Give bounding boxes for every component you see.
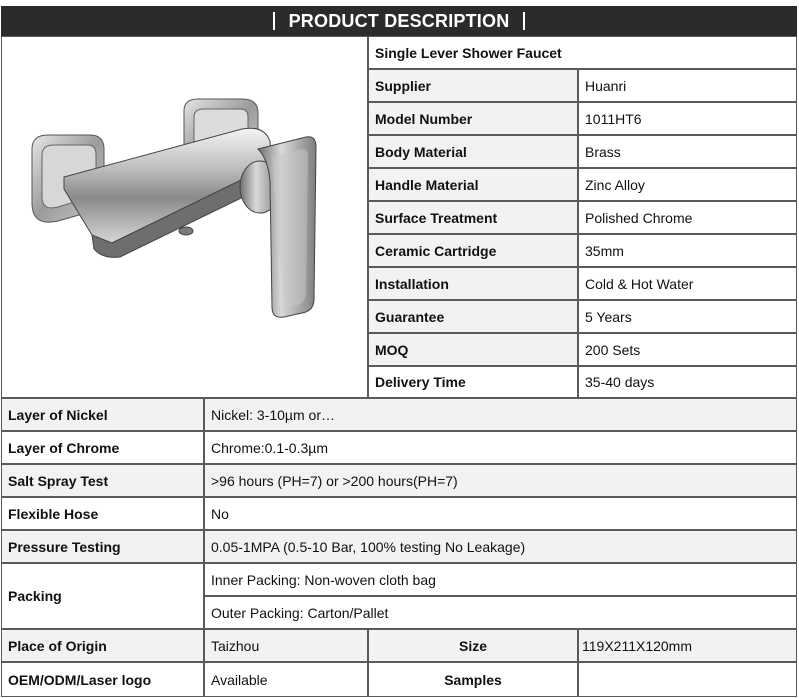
detail-label-flexible-hose: Flexible Hose	[1, 497, 204, 530]
spec-value-ceramic-cartridge: 35mm	[578, 234, 797, 267]
detail-label-packing: Packing	[1, 563, 204, 629]
detail-label-oem: OEM/ODM/Laser logo	[1, 662, 204, 697]
spec-value-surface-treatment: Polished Chrome	[578, 201, 797, 234]
header-divider-right	[523, 12, 525, 30]
header-title: PRODUCT DESCRIPTION	[288, 10, 510, 31]
detail-value-outer-packing: Outer Packing: Carton/Pallet	[204, 596, 797, 629]
product-image	[1, 36, 368, 398]
spec-label-guarantee: Guarantee	[368, 300, 578, 333]
detail-value-pressure: 0.05-1MPA (0.5-10 Bar, 100% testing No Leakage)	[204, 530, 797, 563]
detail-value-size: 119X211X120mm	[578, 629, 797, 662]
detail-label-chrome: Layer of Chrome	[1, 431, 204, 464]
detail-value-samples	[578, 662, 797, 697]
spec-label-surface-treatment: Surface Treatment	[368, 201, 578, 234]
detail-value-salt-spray: >96 hours (PH=7) or >200 hours(PH=7)	[204, 464, 797, 497]
detail-value-oem: Available	[204, 662, 368, 697]
detail-value-origin: Taizhou	[204, 629, 368, 662]
faucet-illustration	[2, 37, 367, 397]
detail-value-flexible-hose: No	[204, 497, 797, 530]
spec-value-moq: 200 Sets	[578, 333, 797, 366]
spec-label-moq: MOQ	[368, 333, 578, 366]
section-header	[1, 6, 797, 36]
spec-label-ceramic-cartridge: Ceramic Cartridge	[368, 234, 578, 267]
spec-value-body-material: Brass	[578, 135, 797, 168]
spec-value-model-number: 1011HT6	[578, 102, 797, 135]
detail-value-inner-packing: Inner Packing: Non-woven cloth bag	[204, 563, 797, 596]
spec-label-handle-material: Handle Material	[368, 168, 578, 201]
spec-value-guarantee: 5 Years	[578, 300, 797, 333]
spec-value-delivery-time: 35-40 days	[578, 366, 797, 398]
spec-label-body-material: Body Material	[368, 135, 578, 168]
detail-label-pressure: Pressure Testing	[1, 530, 204, 563]
spec-label-supplier: Supplier	[368, 69, 578, 102]
detail-label-origin: Place of Origin	[1, 629, 204, 662]
product-name: Single Lever Shower Faucet	[368, 36, 797, 69]
detail-label-salt-spray: Salt Spray Test	[1, 464, 204, 497]
spec-value-supplier: Huanri	[578, 69, 797, 102]
detail-label-nickel: Layer of Nickel	[1, 398, 204, 431]
spec-value-handle-material: Zinc Alloy	[578, 168, 797, 201]
detail-label-size: Size	[368, 629, 578, 662]
header-divider-left	[273, 12, 275, 30]
spec-label-model-number: Model Number	[368, 102, 578, 135]
spec-label-delivery-time: Delivery Time	[368, 366, 578, 398]
spec-value-installation: Cold & Hot Water	[578, 267, 797, 300]
detail-label-samples: Samples	[368, 662, 578, 697]
detail-value-chrome: Chrome:0.1-0.3µm	[204, 431, 797, 464]
detail-value-nickel: Nickel: 3-10µm or…	[204, 398, 797, 431]
spec-label-installation: Installation	[368, 267, 578, 300]
